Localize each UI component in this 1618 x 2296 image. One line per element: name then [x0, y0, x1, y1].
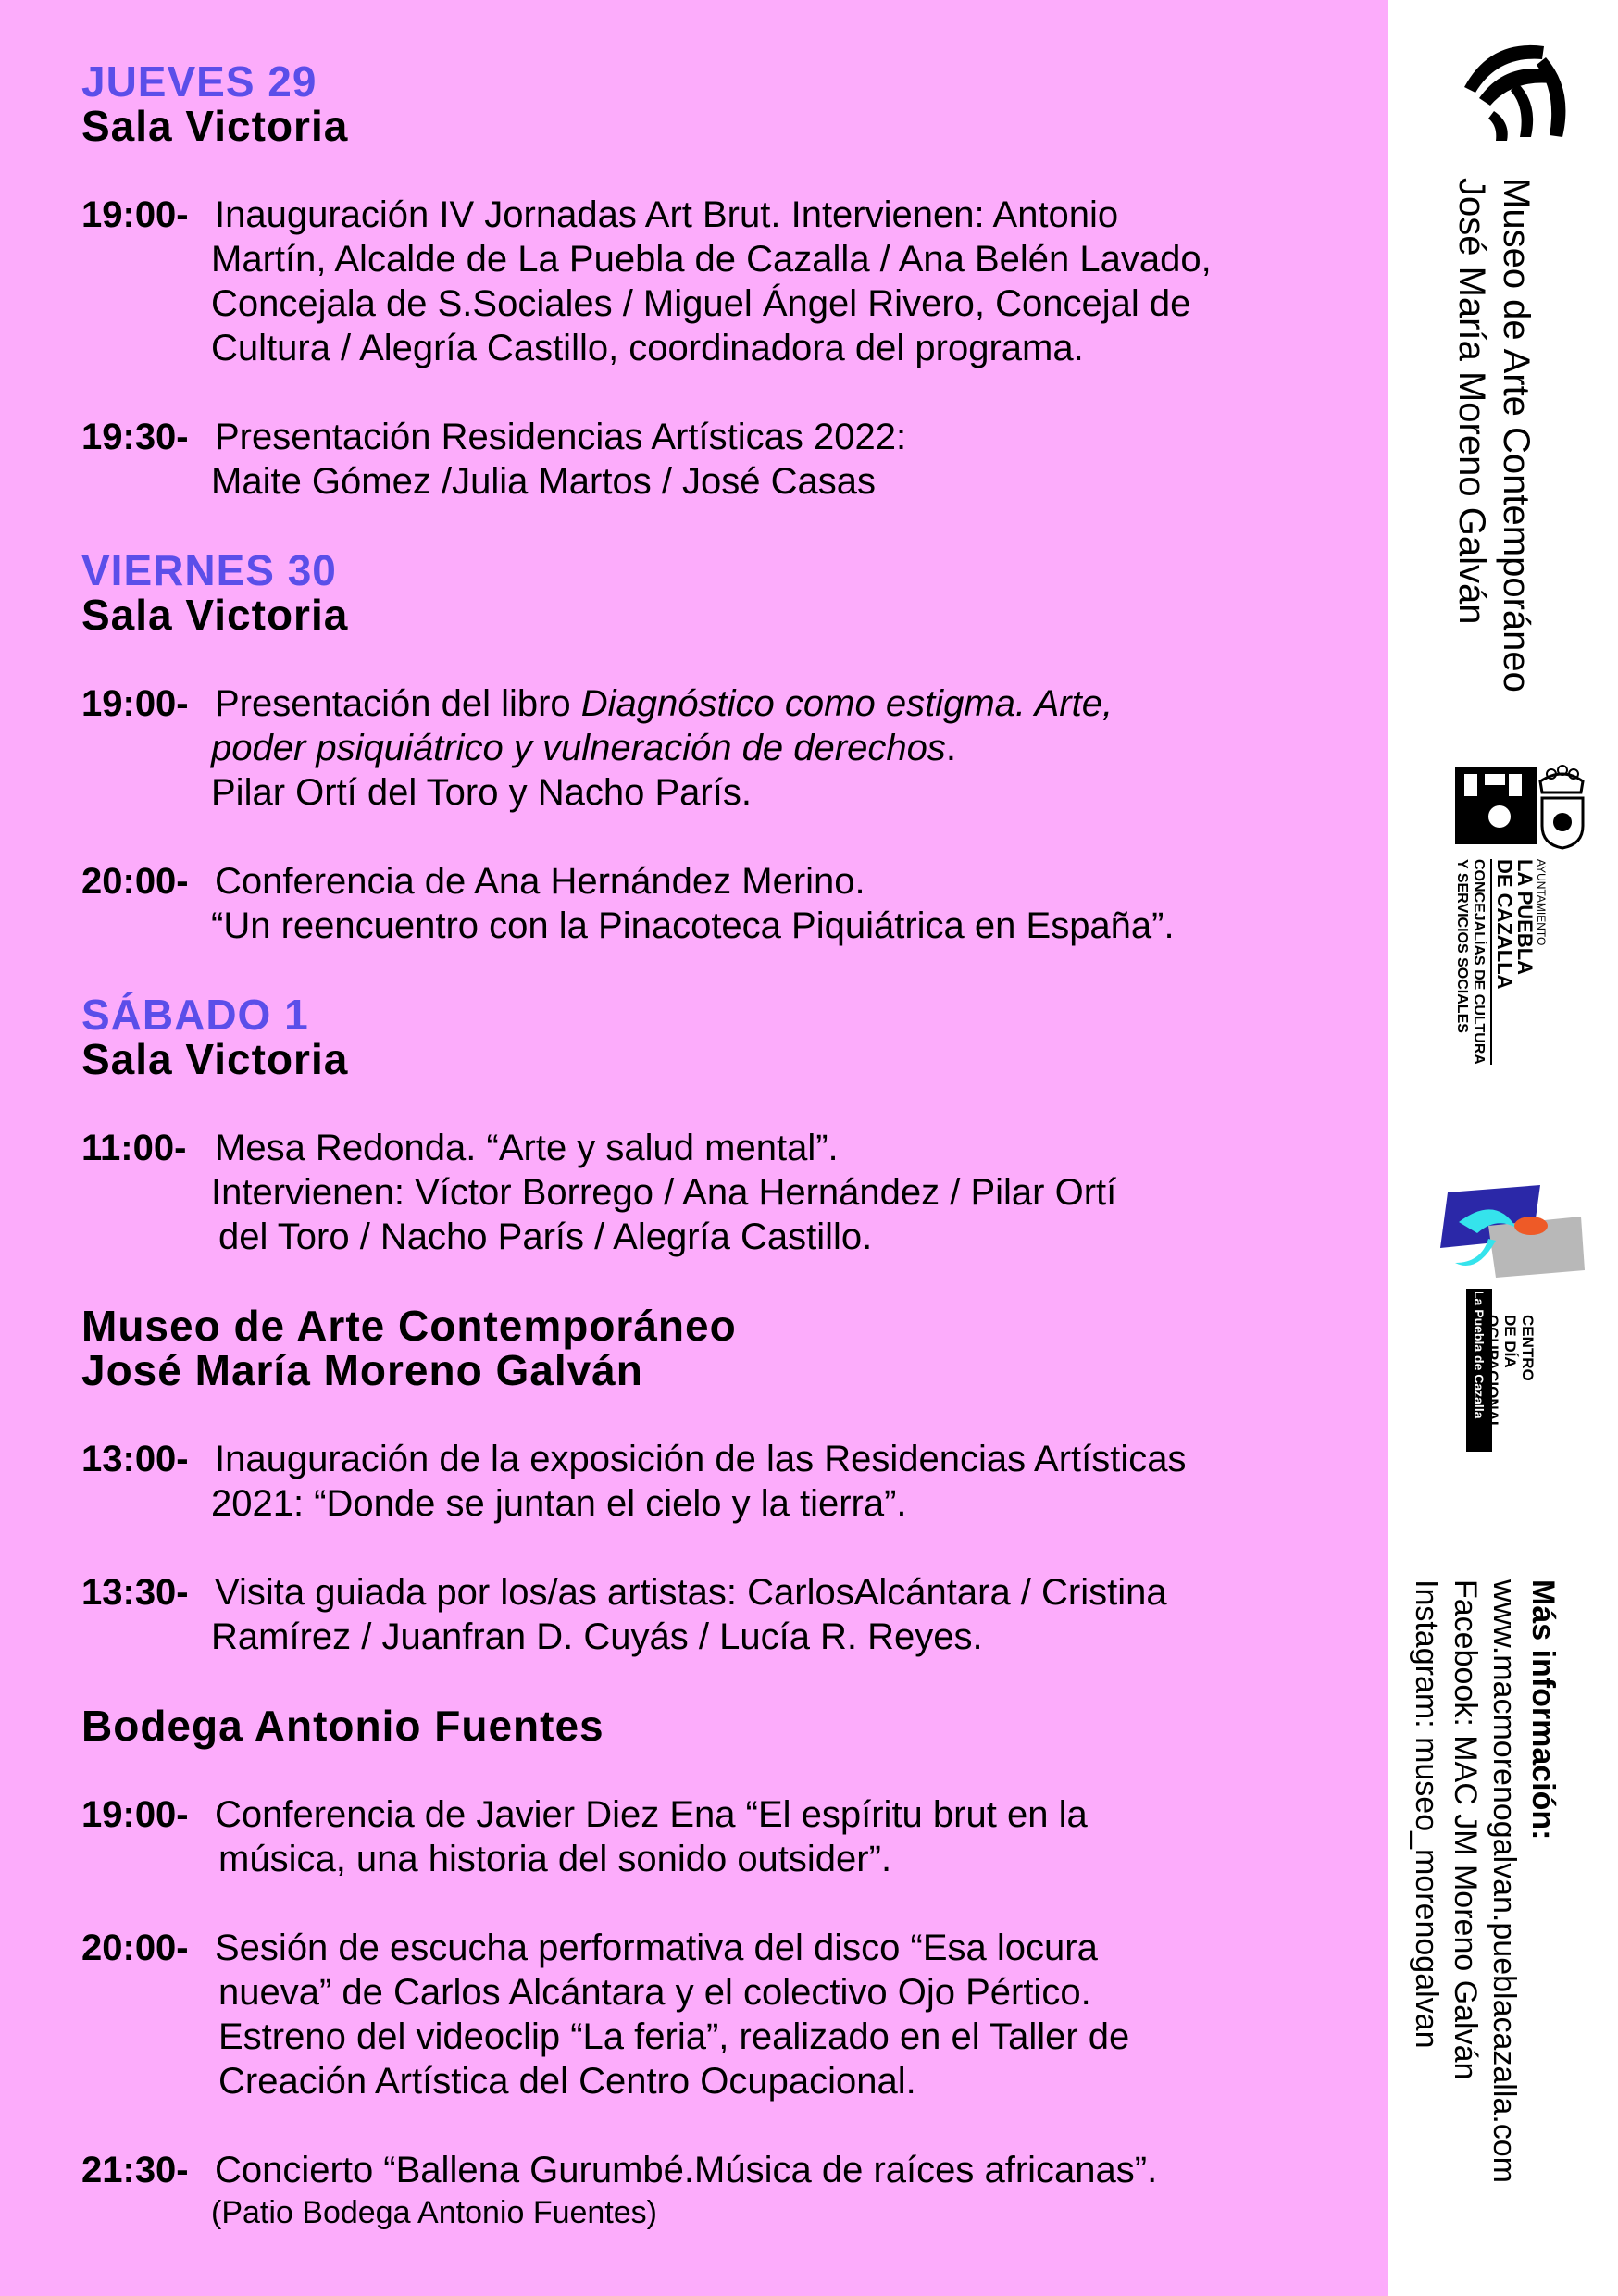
event-note: (Patio Bodega Antonio Fuentes) — [211, 2195, 657, 2230]
event-time: 21:30- — [81, 2150, 189, 2190]
event-line: Sesión de escucha performativa del disco “Esa locura — [215, 1928, 1098, 1968]
event-line: Inauguración IV Jornadas Art Brut. Intervienen: Antonio — [215, 194, 1119, 235]
event-time: 19:00- — [81, 1794, 189, 1835]
venue-sabado: Sala Victoria — [81, 1035, 349, 1083]
info-instagram[interactable]: Instagram: museo_morenogalvan — [1409, 1579, 1444, 2049]
event-line: Maite Gómez /Julia Martos / José Casas — [211, 461, 877, 502]
event-line: Concierto “Ballena Gurumbé.Música de raíces africanas”. — [215, 2150, 1158, 2190]
centro-ocupacional-logo-icon — [1440, 1185, 1588, 1296]
ayuntamiento-text-vertical — [1453, 859, 1548, 1065]
book-title: poder psiquiátrico y vulneración de derechos — [211, 728, 946, 768]
ayto-line1: LA PUEBLA — [1513, 859, 1537, 976]
centro-line1: CENTRO — [1519, 1315, 1537, 1381]
museum-name-vertical — [1450, 178, 1538, 693]
event-line: Ramírez / Juanfran D. Cuyás / Lucía R. Reyes. — [211, 1616, 983, 1657]
event-time: 20:00- — [81, 861, 189, 902]
event-line: música, una historia del sonido outsider”. — [218, 1839, 892, 1879]
event-line: Estreno del videoclip “La feria”, realizado en el Taller de — [218, 2016, 1130, 2057]
venue-museo-line1: Museo de Arte Contemporáneo — [81, 1302, 737, 1350]
ayto-small: AYUNTAMIENTO — [1535, 859, 1548, 946]
event-line: Mesa Redonda. “Arte y salud mental”. — [215, 1128, 839, 1168]
museum-logo-icon — [1453, 33, 1583, 154]
venue-bodega: Bodega Antonio Fuentes — [81, 1702, 604, 1750]
ayto-line3: CONCEJALÍAS DE CULTURA — [1471, 859, 1487, 1065]
centro-line3: OCUPACIONAL — [1484, 1315, 1501, 1431]
event-line: Conferencia de Ana Hernández Merino. — [215, 861, 865, 902]
event-line: Presentación Residencias Artísticas 2022: — [215, 417, 907, 457]
centro-line2: DE DÍA — [1501, 1315, 1519, 1368]
info-header: Más información: — [1525, 1579, 1561, 1841]
event-line: Inauguración de la exposición de las Residencias Artísticas — [215, 1439, 1187, 1479]
ayuntamiento-crest-icon — [1451, 761, 1588, 854]
museum-name-line2: José María Moreno Galván — [1451, 178, 1492, 625]
day-heading-viernes: VIERNES 30 — [81, 546, 337, 594]
event-line: Pilar Ortí del Toro y Nacho París. — [211, 772, 752, 813]
event-time: 20:00- — [81, 1928, 189, 1968]
event-line: Conferencia de Javier Diez Ena “El espíritu brut en la — [215, 1794, 1088, 1835]
ayto-line4: Y SERVICIOS SOCIALES — [1454, 859, 1470, 1033]
event-text: . — [945, 728, 956, 768]
event-time: 19:00- — [81, 194, 189, 235]
event-text: Presentación del libro — [215, 683, 581, 724]
centro-text-vertical — [1484, 1315, 1537, 1430]
event-time: 11:00- — [81, 1128, 187, 1168]
museum-name-line1: Museo de Arte Contemporáneo — [1496, 178, 1537, 693]
day-heading-sabado: SÁBADO 1 — [81, 991, 309, 1039]
event-line: Cultura / Alegría Castillo, coordinadora del programa. — [211, 328, 1084, 368]
event-line: Visita guiada por los/as artistas: CarlosAlcántara / Cristina — [215, 1572, 1167, 1613]
event-line: Intervienen: Víctor Borrego / Ana Hernández / Pilar Ortí — [211, 1172, 1117, 1213]
day-heading-jueves: JUEVES 29 — [81, 57, 317, 106]
centro-badge-text: La Puebla de Cazalla — [1472, 1291, 1487, 1419]
event-time: 19:30- — [81, 417, 189, 457]
event-line: del Toro / Nacho París / Alegría Castillo. — [218, 1217, 873, 1257]
event-time: 19:00- — [81, 683, 189, 724]
event-time: 13:30- — [81, 1572, 189, 1613]
event-line: “Un reencuentro con la Pinacoteca Piquiátrica en España”. — [211, 905, 1175, 946]
event-line: Martín, Alcalde de La Puebla de Cazalla / Ana Belén Lavado, — [211, 239, 1212, 280]
event-line: nueva” de Carlos Alcántara y el colectivo Ojo Pértico. — [218, 1972, 1091, 2013]
venue-viernes: Sala Victoria — [81, 591, 349, 639]
info-facebook[interactable]: Facebook: MAC JM Moreno Galván — [1448, 1579, 1483, 2080]
book-title: Diagnóstico como estigma. Arte, — [580, 683, 1114, 724]
event-time: 13:00- — [81, 1439, 189, 1479]
venue-jueves: Sala Victoria — [81, 102, 349, 150]
event-line — [211, 726, 956, 770]
event-line: Concejala de S.Sociales / Miguel Ángel Rivero, Concejal de — [211, 283, 1191, 324]
info-website[interactable]: www.macmorenogalvan.pueblacazalla.com — [1487, 1579, 1522, 2183]
more-info-vertical — [1407, 1579, 1562, 2183]
event-line: Creación Artística del Centro Ocupacional. — [218, 2061, 916, 2102]
ayto-line2: DE CAZALLA — [1490, 859, 1514, 1065]
event-line — [215, 681, 1113, 726]
event-line: 2021: “Donde se juntan el cielo y la tierra”. — [211, 1483, 907, 1524]
venue-museo-line2: José María Moreno Galván — [81, 1346, 643, 1394]
